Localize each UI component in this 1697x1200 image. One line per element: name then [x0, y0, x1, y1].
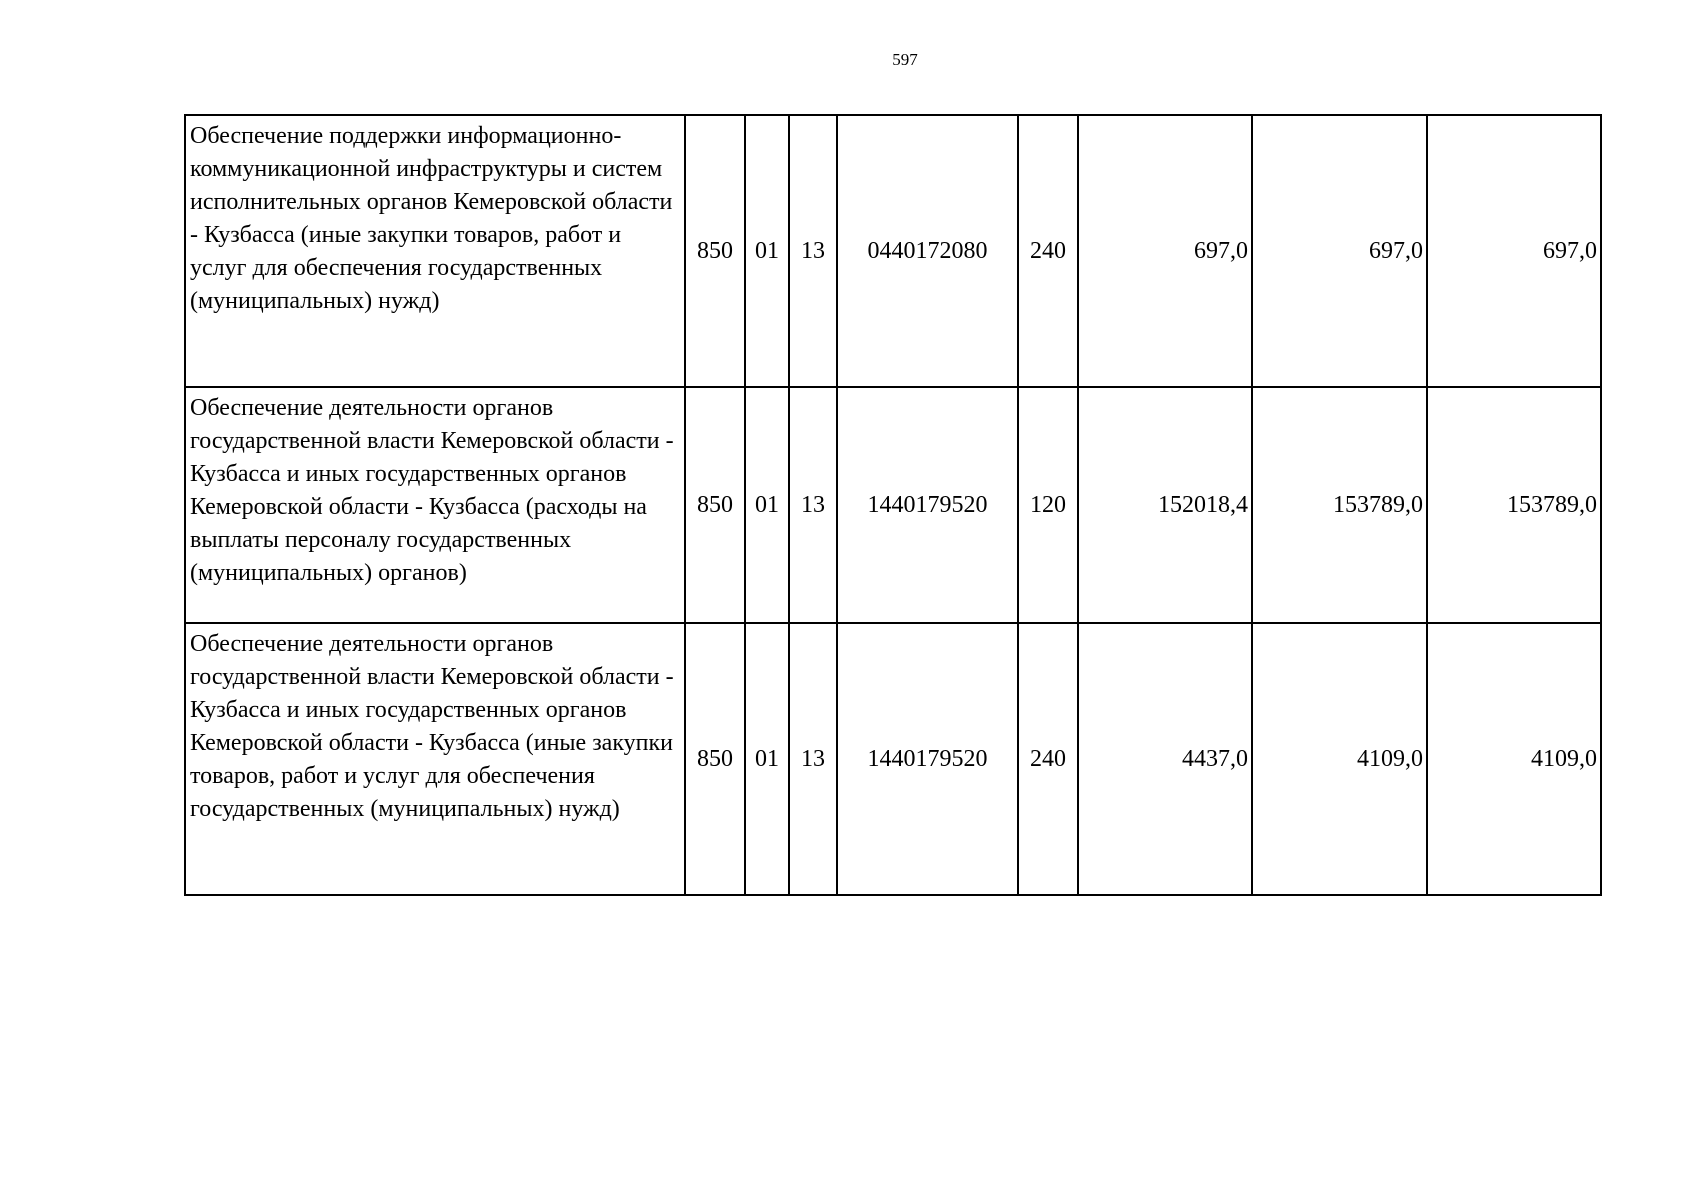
amount-1: 4437,0 — [1078, 623, 1252, 895]
target-article-code: 1440179520 — [837, 387, 1018, 623]
section-code: 01 — [745, 387, 789, 623]
section-code: 01 — [745, 623, 789, 895]
table-row — [185, 387, 1601, 623]
expense-type-code: 120 — [1018, 387, 1078, 623]
amount-3: 153789,0 — [1427, 387, 1601, 623]
amount-2: 153789,0 — [1252, 387, 1427, 623]
target-article-code: 1440179520 — [837, 623, 1018, 895]
amount-3: 4109,0 — [1427, 623, 1601, 895]
subsection-code: 13 — [789, 387, 837, 623]
amount-2: 697,0 — [1252, 115, 1427, 387]
target-article-code: 0440172080 — [837, 115, 1018, 387]
expense-type-code: 240 — [1018, 115, 1078, 387]
ministry-code: 850 — [685, 387, 745, 623]
section-code: 01 — [745, 115, 789, 387]
amount-2: 4109,0 — [1252, 623, 1427, 895]
table-row — [185, 623, 1601, 895]
amount-3: 697,0 — [1427, 115, 1601, 387]
row-description: Обеспечение деятельности органов государственной власти Кемеровской области - Кузбасса и иных государственных органов Кемеровской области - Кузбасса (иные закупки товаров, работ и услуг для обеспечения государственных (муниципальных) нужд) — [185, 623, 685, 895]
expense-type-code: 240 — [1018, 623, 1078, 895]
subsection-code: 13 — [789, 623, 837, 895]
ministry-code: 850 — [685, 115, 745, 387]
ministry-code: 850 — [685, 623, 745, 895]
table-row — [185, 115, 1601, 387]
row-description: Обеспечение деятельности органов государственной власти Кемеровской области - Кузбасса и иных государственных органов Кемеровской области - Кузбасса (расходы на выплаты персоналу государственных (муниципальных) органов) — [185, 387, 685, 623]
subsection-code: 13 — [789, 115, 837, 387]
amount-1: 152018,4 — [1078, 387, 1252, 623]
row-description: Обеспечение поддержки информационно-коммуникационной инфраструктуры и систем исполнительных органов Кемеровской области - Кузбасса (иные закупки товаров, работ и услуг для обеспечения государственных (муниципальных) нужд) — [185, 115, 685, 387]
budget-table — [184, 114, 1602, 896]
page-number: 597 — [892, 50, 918, 69]
amount-1: 697,0 — [1078, 115, 1252, 387]
